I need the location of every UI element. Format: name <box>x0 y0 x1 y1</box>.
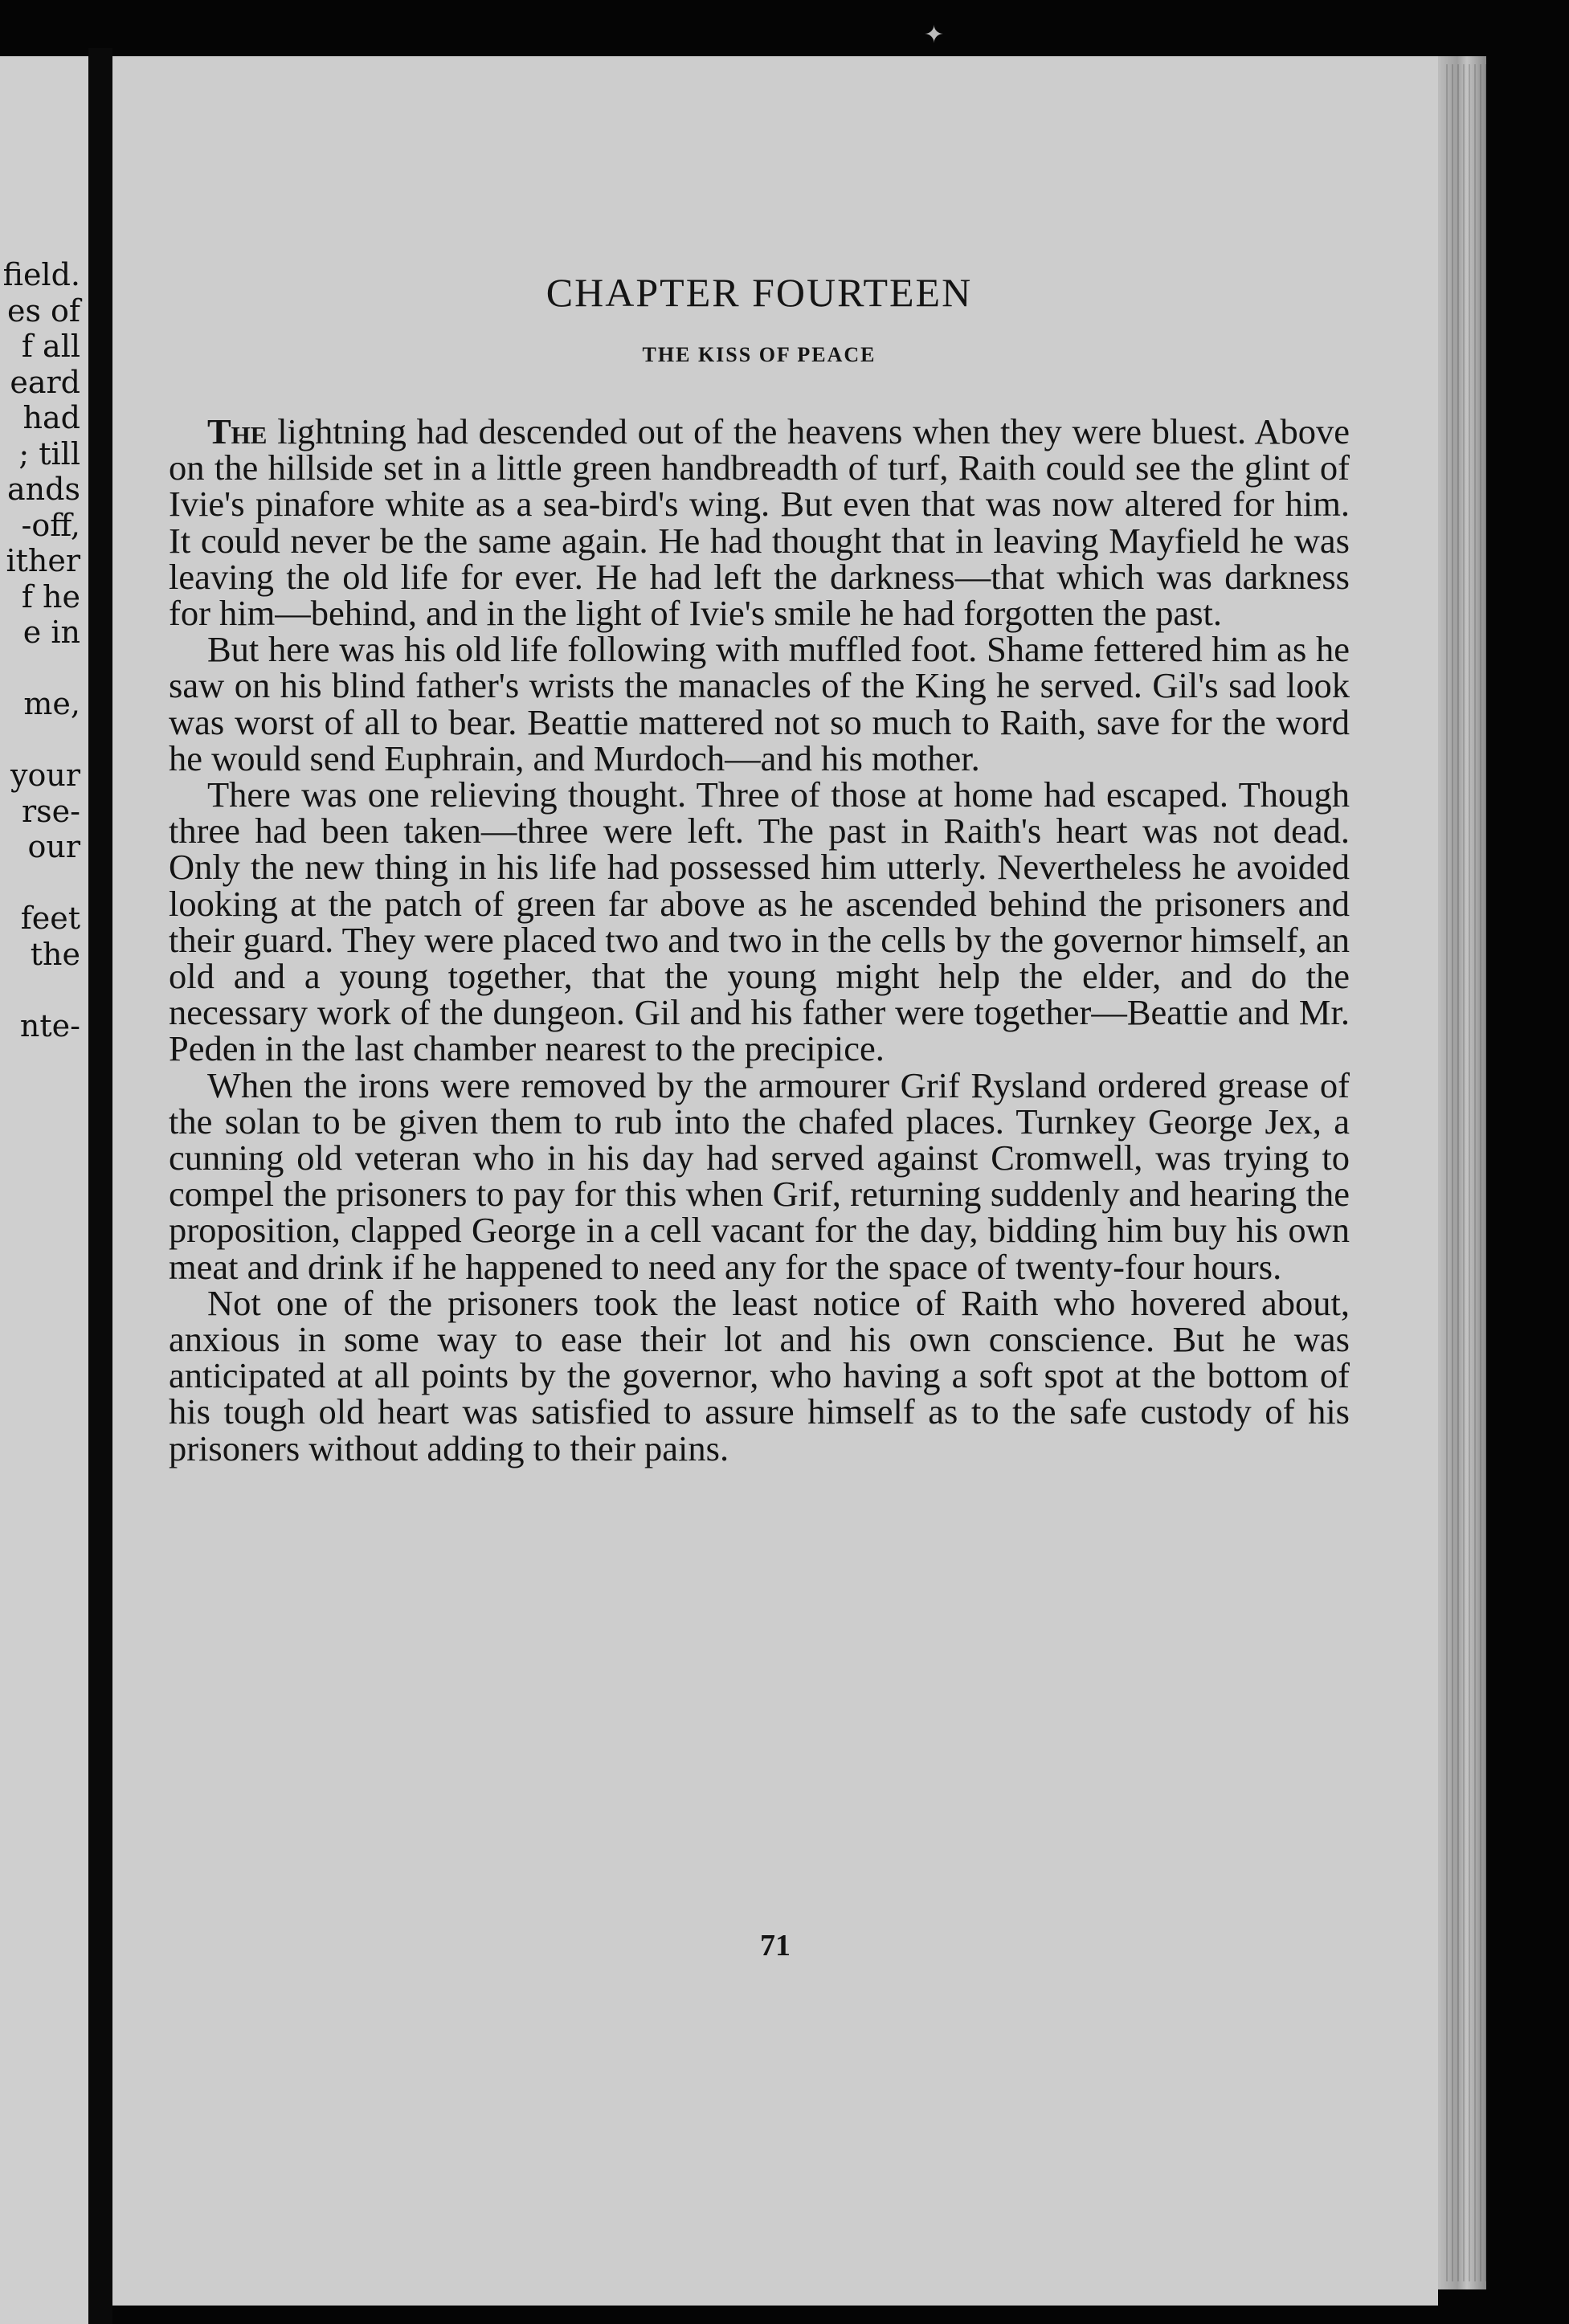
paragraph-1-lead: The <box>207 411 268 451</box>
left-page-fragment: feet <box>20 901 80 936</box>
left-page-fragment: field. <box>2 257 80 292</box>
chapter-subtitle: THE KISS OF PEACE <box>642 343 876 366</box>
paragraph-3: There was one relieving thought. Three of those at home had escaped. Though three had been taken—three were left. The past in Raith's heart was not dead. Only the new thing in his life had possessed him utterly. Nevertheless he avoided looking at the patch of green far above as he ascended behind the prisoners and their guard. They were placed two and two in the cells by the governor himself, an old and a young together, that the young might help the elder, and do the necessary work of the dungeon. Gil and his father were together—Beattie and Mr. Peden in the last chamber nearest to the precipice. <box>169 774 1350 1069</box>
right-page <box>112 56 1438 2306</box>
paragraph-1-text: lightning had descended out of the heavens when they were bluest. Above on the hillside set in a little green handbreadth of turf, Raith could see the glint of Ivie's pinafore white as a sea-bird's wing. But even that was now altered for him. It could never be the same again. He had thought that in leaving Mayfield he was leaving the old life for ever. He had left the darkness—that which was darkness for him—behind, and in the light of Ivie's smile he had forgotten the past. <box>169 411 1350 634</box>
left-page-fragment: our <box>27 829 80 864</box>
paragraph-5: Not one of the prisoners took the least notice of Raith who hovered about, anxious in some way to ease their lot and his own conscience. But he was anticipated at all points by the governor, who having a soft spot at the bottom of his tough old heart was satisfied to assure himself as to the safe custody of his prisoners without adding to their pains. <box>169 1282 1350 1468</box>
left-page-fragment <box>3 722 80 758</box>
left-page-fragment <box>3 865 80 901</box>
left-page <box>0 56 88 2324</box>
left-page-fragment: f he <box>21 578 80 615</box>
left-page-fragment: ither <box>6 543 80 578</box>
paragraph-2: But here was his old life following with muffled foot. Shame fettered him as he saw on his blind father's wrists the manacles of the King he served. Gil's sad look was worst of all to bear. Beattie mattered not so much to Raith, save for the word he would send Euphrain, and Murdoch—and his mother. <box>169 629 1350 778</box>
page-text-block <box>169 269 1350 1467</box>
left-page-fragment: es of <box>6 292 80 329</box>
left-page-fragment: ; till <box>18 435 80 472</box>
page-number: 71 <box>760 1929 791 1963</box>
left-page-fragment: had <box>22 400 80 435</box>
top-margin-mark: ✦ <box>924 21 945 49</box>
chapter-title: CHAPTER FOURTEEN <box>545 270 973 315</box>
left-page-fragment: ands <box>7 472 80 507</box>
left-page-fragment: your <box>10 758 80 793</box>
paragraph-4: When the irons were removed by the armourer Grif Rysland ordered grease of the solan to be given them to rub into the chafed places. Turnkey George Jex, a cunning old veteran who in his day had served against Cromwell, was trying to compel the prisoners to pay for this when Grif, returning suddenly and hearing the proposition, clapped George in a cell vacant for the day, bidding him buy his own meat and drink if he happened to need any for the space of twenty-four hours. <box>169 1064 1350 1287</box>
paragraph-1 <box>169 411 1350 634</box>
left-page-fragment: f all <box>21 329 80 364</box>
left-page-text-fragments <box>3 257 80 1044</box>
book-gutter <box>88 48 112 2324</box>
left-page-fragment <box>3 651 80 687</box>
left-page-fragment: nte- <box>19 1007 80 1044</box>
left-page-fragment <box>3 972 80 1008</box>
left-page-fragment: me, <box>23 686 80 721</box>
left-page-fragment: the <box>30 936 80 972</box>
left-page-fragment: rse- <box>22 793 80 829</box>
left-page-fragment: eard <box>10 364 80 400</box>
left-page-fragment: -off, <box>21 507 80 543</box>
page-edge-stripes <box>1446 64 1486 2281</box>
left-page-fragment: e in <box>22 615 80 650</box>
